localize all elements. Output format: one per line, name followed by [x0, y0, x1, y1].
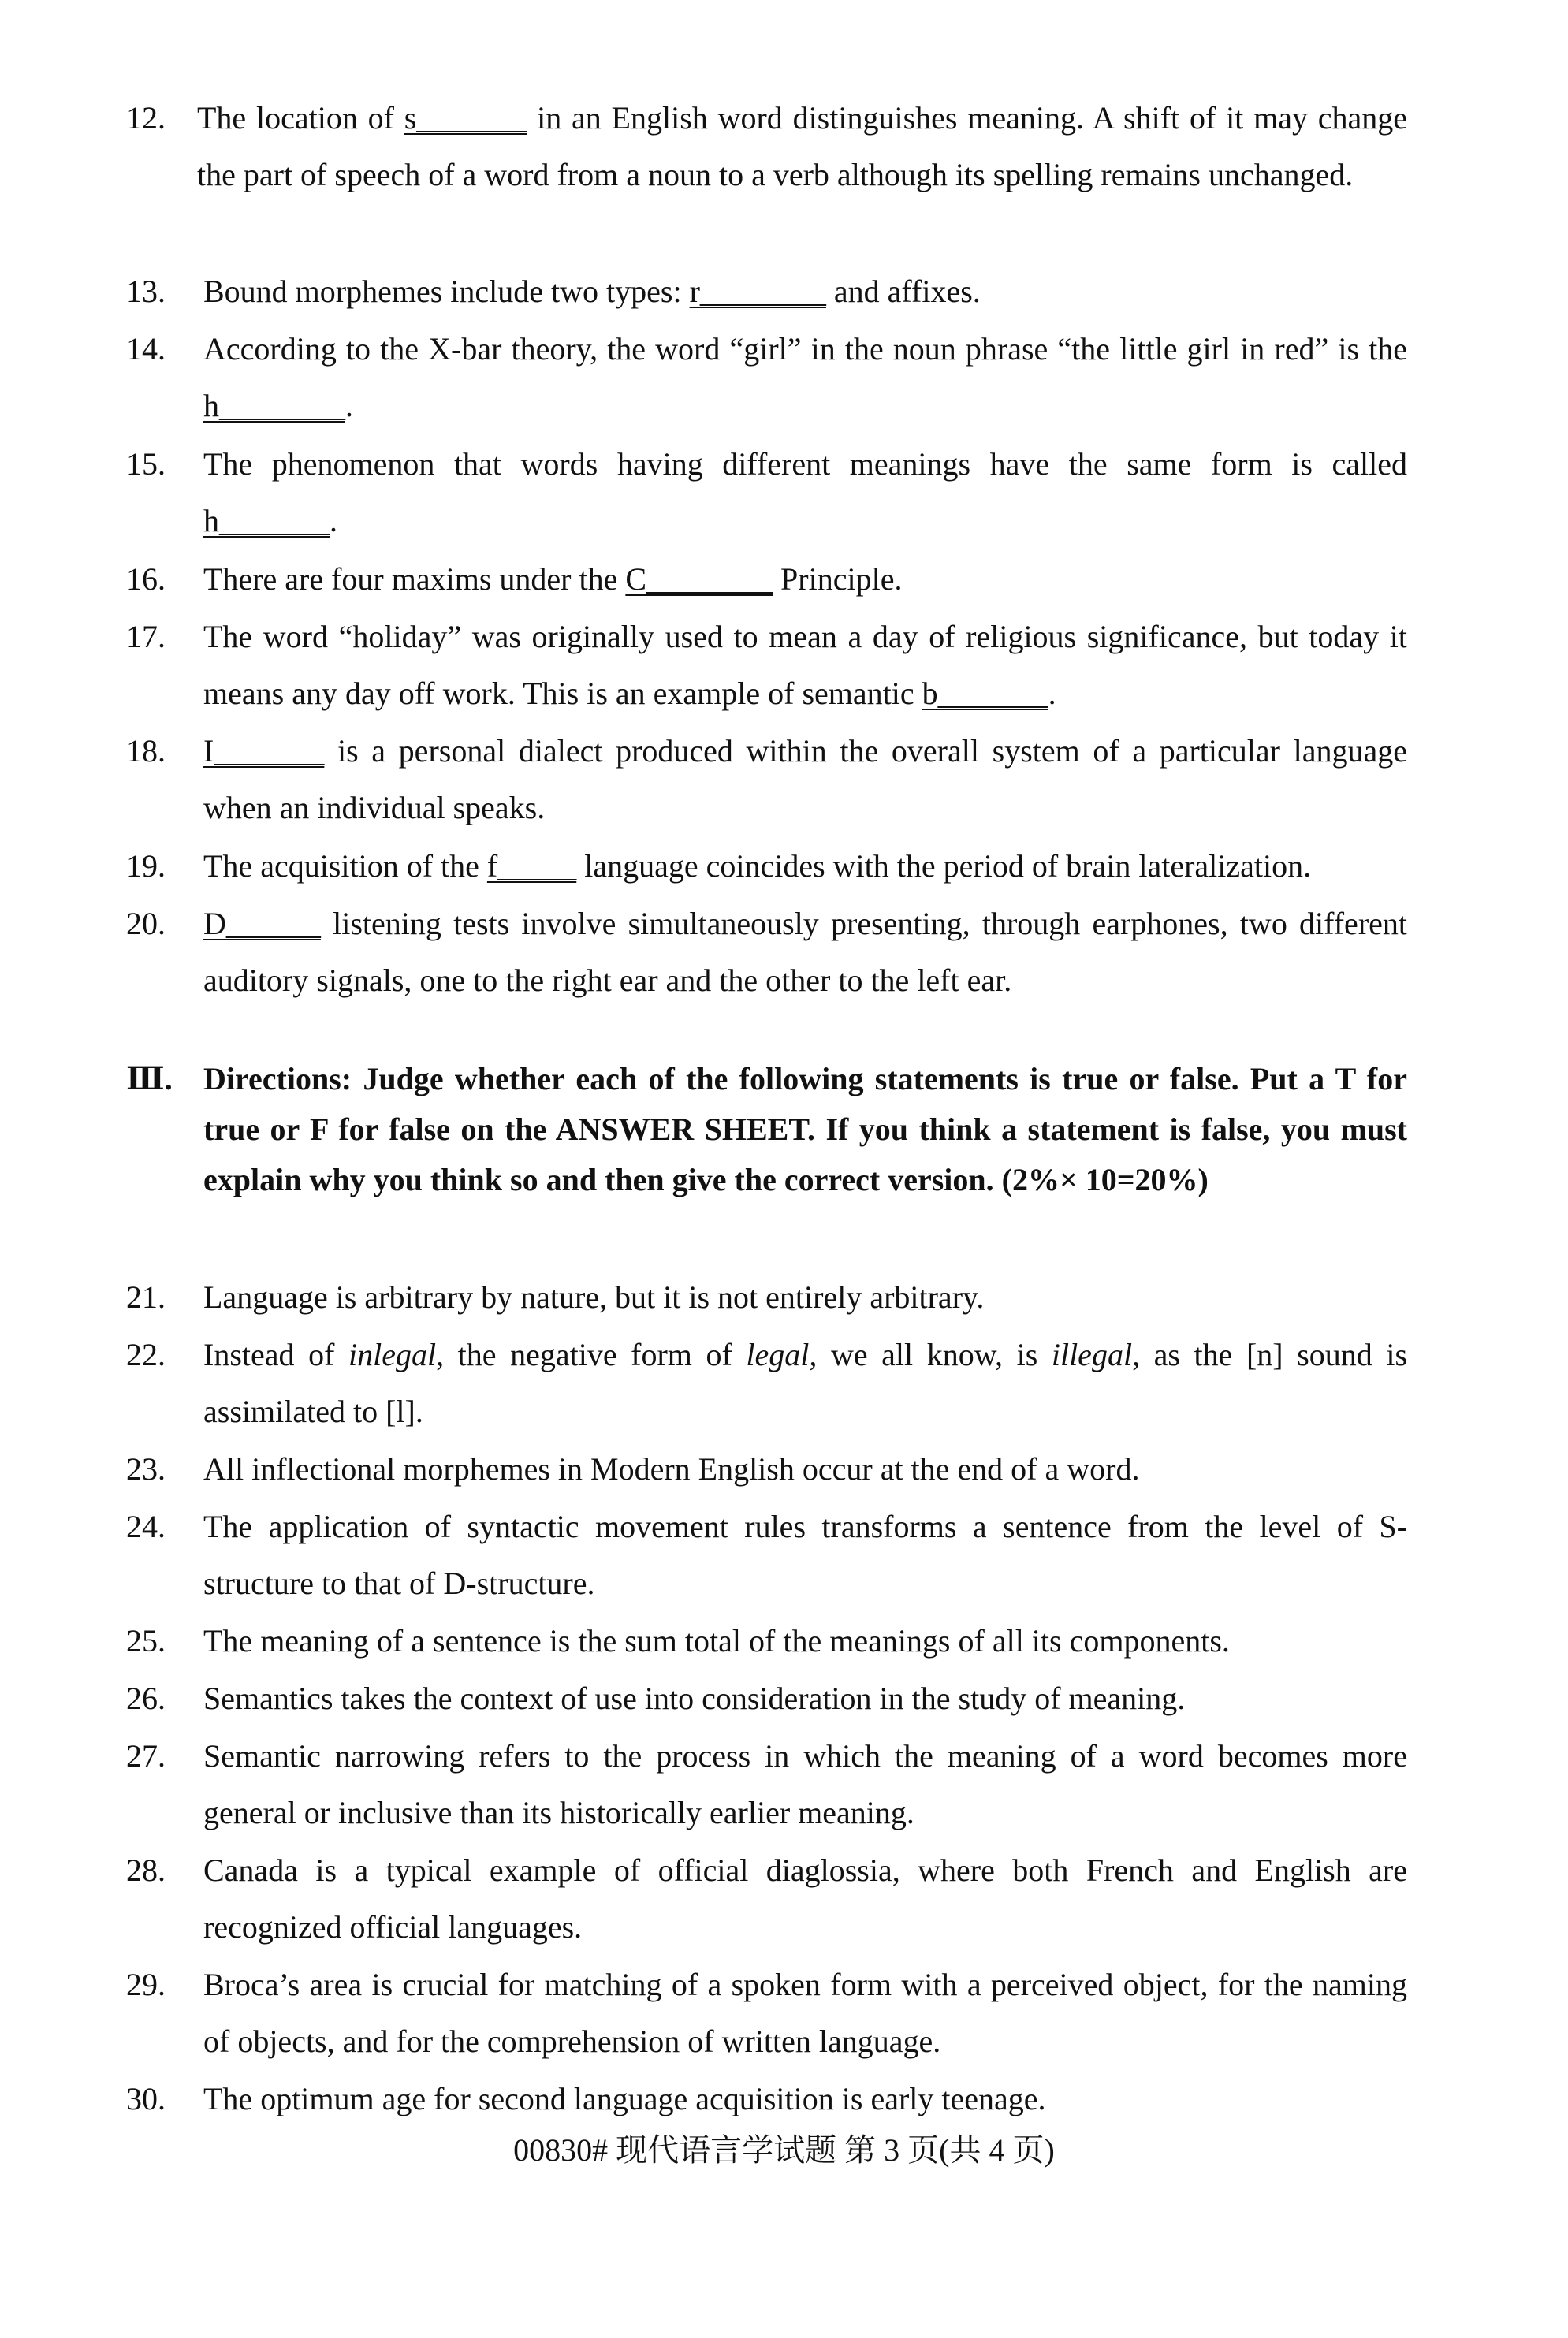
question-27 [126, 1728, 1407, 1841]
question-14 [126, 321, 1407, 434]
question-text: , we all know, is [809, 1337, 1052, 1372]
question-number: 13. [126, 274, 166, 309]
answer-blank: f_____ [486, 848, 577, 884]
page-footer: 00830# 现代语言学试题 第 3 页(共 4 页) [513, 2132, 1055, 2168]
answer-blank: h_______ [203, 503, 330, 538]
question-number: 29. [126, 1967, 166, 2002]
answer-blank: s_______ [404, 100, 527, 136]
question-18 [126, 723, 1407, 836]
question-21 [126, 1269, 1407, 1326]
question-text: The phenomenon that words having different meanings have the same form is called [203, 446, 1407, 482]
question-text: , as the [n] sound is assimilated to [l]. [203, 1337, 1408, 1429]
question-text: Bound morphemes include two types: [203, 274, 690, 309]
answer-blank: b_______ [922, 676, 1048, 711]
question-number: 30. [126, 2081, 166, 2116]
question-text: listening tests involve simultaneously presenting, through earphones, two different auditory signals, one to the right ear and the other to the left ear. [203, 906, 1407, 998]
question-19 [126, 838, 1407, 895]
question-number: 19. [126, 848, 166, 884]
question-text: in an English word distinguishes meaning. A shift of it may change the part of speech of a word from a noun to a verb although its spelling remains unchanged. [197, 100, 1408, 192]
question-20 [126, 895, 1407, 1009]
question-number: 28. [126, 1852, 166, 1888]
question-text: The application of syntactic movement rules transforms a sentence from the level of S-structure to that of D-structure. [203, 1509, 1407, 1601]
question-30 [126, 2071, 1407, 2128]
directions-text: Directions: Judge whether each of the following statements is true or false. Put a T for true or F for false on the ANSWER SHEET. If you think a statement is false, you must explain why you think so and then give the correct version. (2%× 10=20%) [203, 1061, 1407, 1197]
question-text: . [1048, 676, 1056, 711]
answer-blank: D______ [203, 906, 321, 941]
question-number: 23. [126, 1451, 166, 1487]
question-number: 14. [126, 331, 166, 367]
question-26 [126, 1670, 1407, 1727]
question-text: is a personal dialect produced within the overall system of a particular language when an individual speaks. [203, 733, 1407, 825]
question-number: 20. [126, 906, 166, 941]
italic-word: legal [746, 1337, 810, 1372]
question-28 [126, 1842, 1407, 1956]
question-24 [126, 1498, 1407, 1612]
section-number: Ⅲ. [126, 1061, 173, 1096]
question-text: Semantic narrowing refers to the process in which the meaning of a word becomes more general or inclusive than its historically earlier meaning. [203, 1738, 1407, 1830]
question-text: Principle. [773, 561, 903, 597]
question-22 [126, 1327, 1407, 1440]
question-number: 25. [126, 1623, 166, 1659]
question-15 [126, 436, 1407, 549]
question-text: . [345, 388, 353, 423]
question-text: The optimum age for second language acquisition is early teenage. [203, 2081, 1046, 2116]
question-text: Language is arbitrary by nature, but it is not entirely arbitrary. [203, 1279, 985, 1315]
answer-blank: r________ [689, 274, 826, 309]
question-text: The meaning of a sentence is the sum total of the meanings of all its components. [203, 1623, 1230, 1659]
question-29 [126, 1956, 1407, 2070]
question-number: 22. [126, 1337, 166, 1372]
question-12 [126, 90, 1407, 203]
question-number: 18. [126, 733, 166, 769]
question-number: 21. [126, 1279, 166, 1315]
question-text: The acquisition of the [203, 848, 487, 884]
answer-blank: I_______ [203, 733, 325, 769]
question-number: 26. [126, 1681, 166, 1716]
question-number: 24. [126, 1509, 166, 1544]
question-number: 12. [126, 100, 166, 136]
question-text: Canada is a typical example of official diaglossia, where both French and English are recognized official languages. [203, 1852, 1407, 1945]
question-text: Broca’s area is crucial for matching of a spoken form with a perceived object, for the naming of objects, and for the comprehension of written language. [203, 1967, 1407, 2059]
question-text: According to the X-bar theory, the word “girl” in the noun phrase “the little girl in red” is the [203, 331, 1407, 367]
question-number: 15. [126, 446, 166, 482]
question-25 [126, 1613, 1407, 1670]
question-text: All inflectional morphemes in Modern English occur at the end of a word. [203, 1451, 1140, 1487]
question-text: Instead of [203, 1337, 348, 1372]
question-number: 27. [126, 1738, 166, 1774]
question-number: 16. [126, 561, 166, 597]
question-text: Semantics takes the context of use into consideration in the study of meaning. [203, 1681, 1186, 1716]
question-text: The location of [197, 100, 404, 136]
question-23 [126, 1441, 1407, 1498]
question-16 [126, 551, 1407, 608]
answer-blank: C________ [625, 561, 773, 597]
question-text: and affixes. [825, 274, 981, 309]
question-text: , the negative form of [436, 1337, 747, 1372]
section-3-directions [126, 1054, 1407, 1205]
question-13 [126, 263, 1407, 320]
question-text: language coincides with the period of brain lateralization. [576, 848, 1312, 884]
question-17 [126, 609, 1407, 722]
question-text: There are four maxims under the [203, 561, 626, 597]
question-number: 17. [126, 619, 166, 654]
question-text: . [330, 503, 337, 538]
answer-blank: h________ [203, 388, 345, 423]
italic-word: inlegal [348, 1337, 437, 1372]
italic-word: illegal [1051, 1337, 1133, 1372]
question-text: The word “holiday” was originally used to mean a day of religious significance, but today it means any day off work. This is an example of semantic [203, 619, 1407, 711]
